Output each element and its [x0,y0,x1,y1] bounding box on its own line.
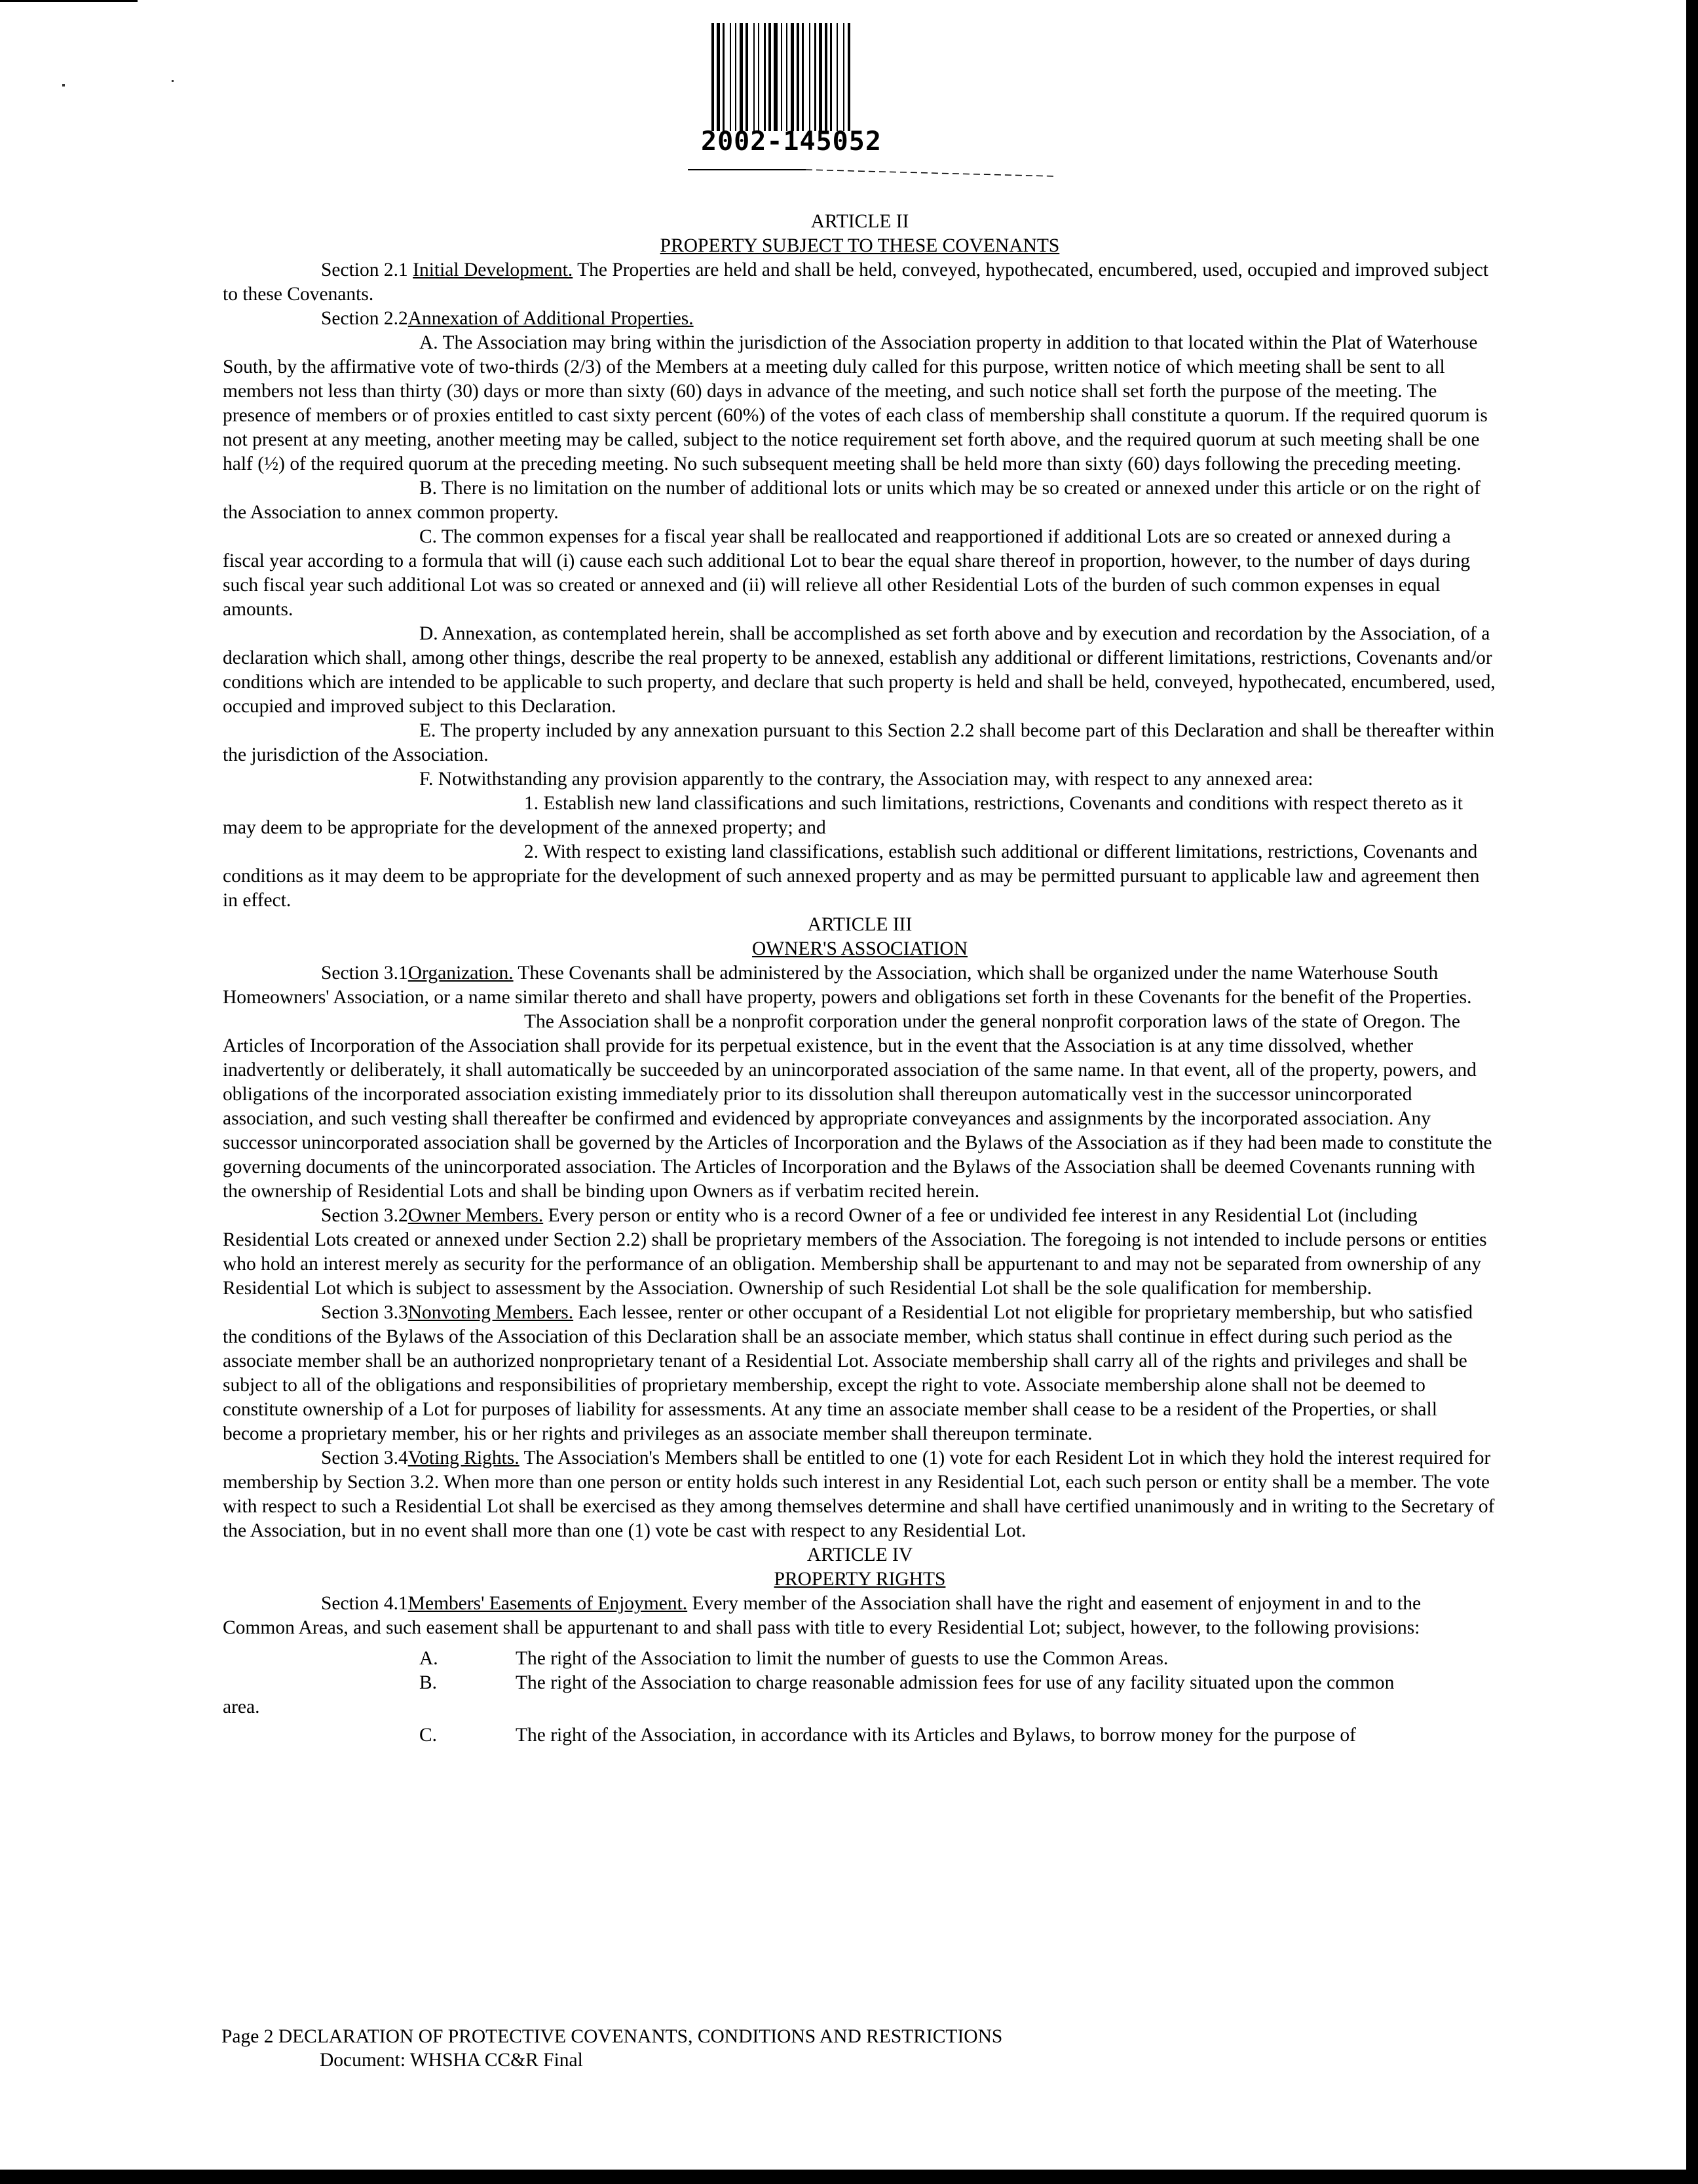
list-item-text: The right of the Association to limit the number of guests to use the Common Areas. [516,1648,1169,1669]
article-3-subheading: OWNER'S ASSOCIATION [751,938,968,959]
barcode-bar [830,23,832,131]
document-body [223,210,1497,1748]
barcode-bar [814,23,816,131]
section-3-3: Section 3.3Nonvoting Members. Each lessee, renter or other occupant of a Residential Lot not eligible for proprietary membership, but who satisfied the conditions of the Bylaws of the Association of this Declaration shall be an associate member, which status shall continue in effect during such period as the associate member shall be an authorized nonproprietary tenant of a Residential Lot. Associate membership shall carry all of the rights and privileges and shall be subject to all of the obligations and responsibilities of proprietary membership, except the right to vote. Associate membership alone shall not be deemed to constitute ownership of a Lot for purposes of liability for assessments. At any time an associate member shall cease to be a resident of the Properties, or shall become a proprietary member, his or her rights and privileges as an associate member shall thereupon terminate. [223,1302,1473,1444]
list-item-letter: A. [419,1648,438,1669]
article-4-heading: ARTICLE IV [806,1544,913,1565]
article-3-heading: ARTICLE III [807,914,913,935]
article-2-heading: ARTICLE II [810,211,909,232]
section-3-2-title: Owner Members. [407,1205,544,1226]
scan-edge-top [0,0,138,2]
section-3-1-title: Organization. [407,963,514,984]
list-item-continuation: area. [223,1696,260,1717]
recording-barcode [688,23,1002,174]
list-item-letter: C. [419,1725,438,1746]
barcode-bar [764,23,766,131]
barcode-bar [848,23,850,131]
barcode-number: 2002-145052 [701,126,882,157]
barcode-bar [745,23,748,131]
list-item [223,1647,1497,1671]
section-2-2: Section 2.2Annexation of Additional Properties. [321,308,694,329]
barcode-bar [768,23,771,131]
barcode-bar [797,23,799,131]
section-3-4: Section 3.4Voting Rights. The Association's Members shall be entitled to one (1) vote for each Resident Lot in which they hold the interest required for membership by Section 3.2. When more than one person or entity holds such interest in any Residential Lot, each such person or entity shall be a member. The vote with respect to such a Residential Lot shall be exercised as they among themselves determine and shall have certified unanimously and in writing to the Secretary of the Association, but in no event shall more than one (1) vote be cast with respect to any Residential Lot. [223,1447,1495,1541]
scan-edge-right [1686,0,1698,2184]
section-4-1: Section 4.1Members' Easements of Enjoyment. Every member of the Association shall have the right and easement of enjoyment in and to the Common Areas, and such easement shall be appurtenant to and shall pass with title to every Residential Lot; subject, however, to the following provisions: [223,1593,1422,1638]
section-3-1-paragraph-2: The Association shall be a nonprofit corporation under the general nonprofit corporation laws of the state of Oregon. The Articles of Incorporation of the Association shall provide for its perpetual existence, but in the event that the Association is at any time dissolved, whether inadvertently or deliberately, it shall automatically be succeeded by an unincorporated association of the same name. In that event, all of the property, powers, and obligations of the incorporated association existing immediately prior to its dissolution shall thereupon automatically vest in the successor unincorporated association, and such vesting shall thereafter be confirmed and evidenced by appropriate conveyances and assignments by the incorporated association. Any successor unincorporated association shall be governed by the Articles of Incorporation and the Bylaws of the Association as if they had been made to constitute the governing documents of the unincorporated association. The Articles of Incorporation and the Bylaws of the Association shall be deemed Covenants running with the ownership of Residential Lots and shall be binding upon Owners as if verbatim recited herein. [223,1011,1492,1202]
barcode-bar [758,23,759,131]
section-2-2-f: F. Notwithstanding any provision apparently to the contrary, the Association may, with respect to any annexed area: [419,769,1313,790]
barcode-bar [786,23,787,131]
barcode-bar [802,23,804,131]
barcode-bar [753,23,755,131]
barcode-bar [740,23,743,131]
barcode-bar [735,23,736,131]
section-2-1-title: Initial Development. [413,259,573,280]
list-item-letter: B. [419,1672,438,1693]
list-item [223,1723,1497,1748]
scan-speck [172,80,174,82]
page-footer [221,2025,1466,2072]
section-4-1-title: Members' Easements of Enjoyment. [407,1593,688,1614]
footer-document-name: Document: WHSHA CC&R Final [320,2050,583,2071]
section-3-3-title: Nonvoting Members. [407,1302,574,1323]
barcode-bar [774,23,778,131]
section-2-1: Section 2.1 Initial Development. The Properties are held and shall be held, conveyed, hypothecated, encumbered, used, occupied and improved subject to these Covenants. [223,259,1489,305]
list-item-text: The right of the Association, in accordance with its Articles and Bylaws, to borrow money for the purpose of [516,1725,1356,1746]
section-3-2: Section 3.2Owner Members. Every person or entity who is a record Owner of a fee or undivided fee interest in any Residential Lot (including Residential Lots created or annexed under Section 2.2) shall be proprietary members of the Association. The foregoing is not intended to include persons or entities who hold an interest merely as security for the performance of an obligation. Membership shall be appurtenant to and may not be separated from ownership of any Residential Lot which is subject to assessment by the Association. Ownership of such Residential Lot shall be the sole qualification for membership. [223,1205,1487,1299]
barcode-bar [717,23,720,131]
barcode-bar [809,23,810,131]
section-2-2-f-2: 2. With respect to existing land classifications, establish such additional or different limitations, restrictions, Covenants and conditions as it may deem to be appropriate for the development of such annexed property and as may be permitted pursuant to applicable law and agreement then in effect. [223,841,1480,911]
barcode-bar [843,23,844,131]
barcode-bar [711,23,714,131]
barcode-bar [837,23,838,131]
section-2-2-a: A. The Association may bring within the jurisdiction of the Association property in addition to that located within the Plat of Waterhouse South, by the affirmative vote of two-thirds (2/3) of the Members at a meeting duly called for this purpose, written notice of which meeting shall be sent to all members not less than thirty (30) days or more than sixty (60) days in advance of the meeting, and such notice shall set forth the purpose of the meeting. The presence of members or of proxies entitled to cast sixty percent (60%) of the votes of each class of membership shall constitute a quorum. If the required quorum is not present at any meeting, another meeting may be called, subject to the notice requirement set forth above, and the required quorum at such meeting shall be one half (½) of the required quorum at the preceding meeting. No such subsequent meeting shall be held more than sixty (60) days following the preceding meeting. [223,332,1488,474]
scan-speck [62,84,65,86]
list-item [223,1671,1497,1719]
barcode-bar [781,23,782,131]
barcode-bar [791,23,794,131]
barcode-bar [730,23,731,131]
barcode-underline [688,166,1055,182]
section-2-2-e: E. The property included by any annexation pursuant to this Section 2.2 shall become part of this Declaration and shall be thereafter within the jurisdiction of the Association. [223,720,1495,765]
section-3-4-title: Voting Rights. [407,1447,519,1468]
article-2-subheading: PROPERTY SUBJECT TO THESE COVENANTS [660,235,1060,256]
footer-title: Page 2 DECLARATION OF PROTECTIVE COVENANTS, CONDITIONS AND RESTRICTIONS [221,2026,1003,2047]
section-2-2-b: B. There is no limitation on the number of additional lots or units which may be so created or annexed under this article or on the right of the Association to annex common property. [223,478,1481,523]
section-3-1: Section 3.1Organization. These Covenants shall be administered by the Association, which shall be organized under the name Waterhouse South Homeowners' Association, or a name similar thereto and shall have property, powers and obligations set forth in these Covenants for the benefit of the Properties. [223,963,1472,1008]
barcode-bar [819,23,822,131]
section-2-2-c: C. The common expenses for a fiscal year shall be reallocated and reapportioned if additional Lots are so created or annexed during a fiscal year according to a formula that will (i) cause each such additional Lot to bear the equal share thereof in proportion, however, to the number of days during such fiscal year such additional Lot was so created or annexed and (ii) will relieve all other Residential Lots of the burden of such common expenses in equal amounts. [223,526,1471,620]
article-4-subheading: PROPERTY RIGHTS [774,1569,946,1590]
scan-edge-bottom [0,2170,1698,2184]
section-2-2-d: D. Annexation, as contemplated herein, shall be accomplished as set forth above and by execution and recordation by the Association, of a declaration which shall, among other things, describe the real property to be annexed, establish any additional or different limitations, restrictions, Covenants and/or conditions which are intended to be applicable to such property, and declare that such property is held and shall be held, conveyed, hypothecated, encumbered, used, occupied and improved subject to this Declaration. [223,623,1496,717]
barcode-bar [723,23,725,131]
section-2-2-f-1: 1. Establish new land classifications and such limitations, restrictions, Covenants and conditions with respect thereto as it may deem to be appropriate for the development of the annexed property; and [223,793,1463,838]
list-item-text: The right of the Association to charge reasonable admission fees for use of any facility situated upon the common [516,1672,1395,1693]
barcode-bars [708,23,1002,134]
section-2-2-title: Annexation of Additional Properties. [407,308,694,329]
barcode-bar [825,23,827,131]
